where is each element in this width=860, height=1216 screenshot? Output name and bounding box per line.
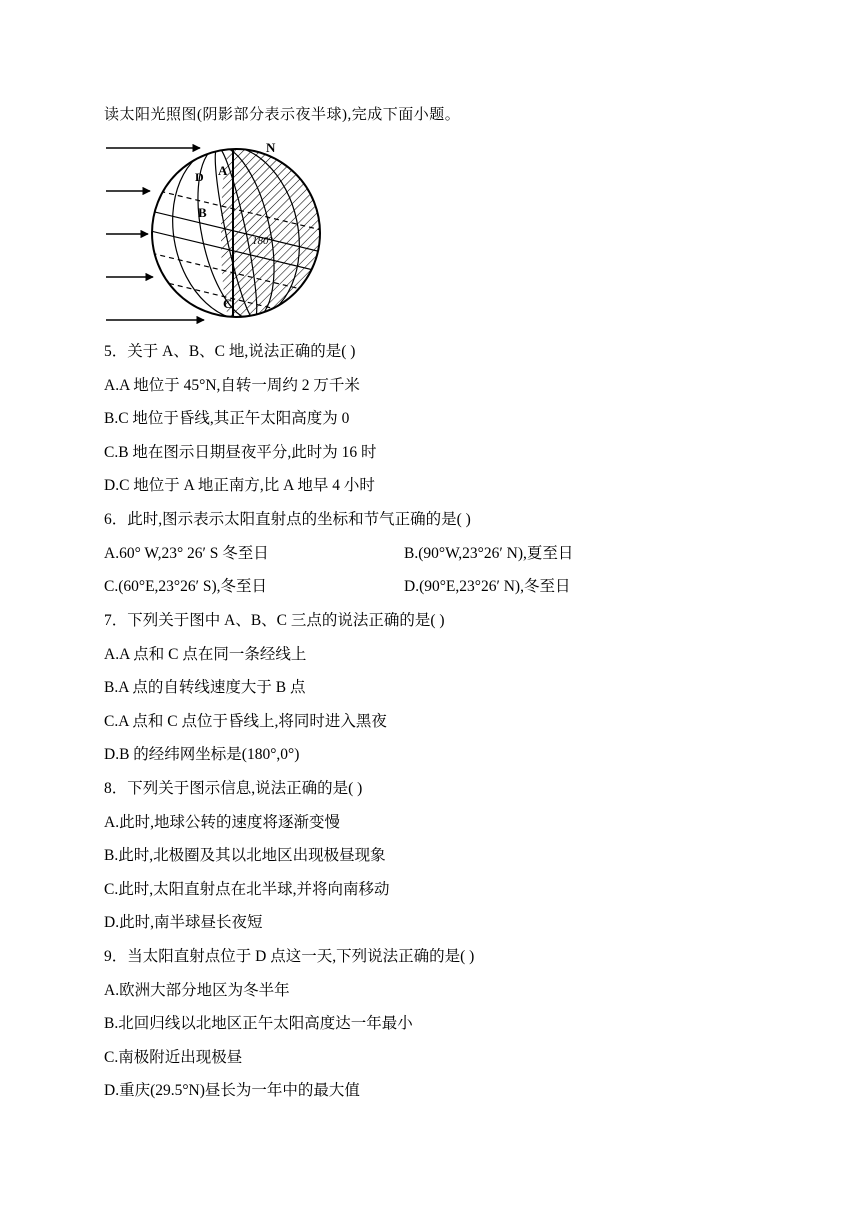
question-8-stem: 8．下列关于图示信息,说法正确的是( ) <box>104 780 363 797</box>
label-b: B <box>198 205 207 220</box>
question-8-option-d: D.此时,南半球昼长夜短 <box>104 914 263 931</box>
question-9-option-d: D.重庆(29.5°N)昼长为一年中的最大值 <box>104 1082 360 1099</box>
question-7-option-a: A.A 点和 C 点在同一条经线上 <box>104 646 307 663</box>
sunlight-globe-diagram <box>104 137 329 329</box>
intro-text: 读太阳光照图(阴影部分表示夜半球),完成下面小题。 <box>104 107 461 123</box>
question-8-option-b: B.此时,北极圈及其以北地区出现极昼现象 <box>104 847 386 864</box>
label-180-meridian: 180° <box>252 235 273 247</box>
question-6-option-c: C.(60°E,23°26′ S),冬至日 <box>104 578 268 595</box>
label-c: C <box>223 296 233 311</box>
question-6-option-d: D.(90°E,23°26′ N),冬至日 <box>404 578 571 595</box>
question-5-option-c: C.B 地在图示日期昼夜平分,此时为 16 时 <box>104 444 377 461</box>
question-7-option-c: C.A 点和 C 点位于昏线上,将同时进入黑夜 <box>104 713 387 730</box>
question-7-stem: 7．下列关于图中 A、B、C 三点的说法正确的是( ) <box>104 612 445 629</box>
night-hemisphere <box>221 141 329 325</box>
sunlight-arrows <box>106 148 204 320</box>
question-5-option-d: D.C 地位于 A 地正南方,比 A 地早 4 小时 <box>104 477 375 494</box>
label-d: D <box>195 170 204 184</box>
question-9-option-c: C.南极附近出现极昼 <box>104 1049 243 1066</box>
question-6-stem: 6．此时,图示表示太阳直射点的坐标和节气正确的是( ) <box>104 511 471 528</box>
question-5-option-b: B.C 地位于昏线,其正午太阳高度为 0 <box>104 410 350 427</box>
question-6-option-a: A.60° W,23° 26′ S 冬至日 <box>104 545 269 562</box>
question-5-stem: 5．关于 A、B、C 地,说法正确的是( ) <box>104 343 356 360</box>
label-n: N <box>266 140 276 155</box>
question-7-option-b: B.A 点的自转线速度大于 B 点 <box>104 679 306 696</box>
question-9-stem: 9．当太阳直射点位于 D 点这一天,下列说法正确的是( ) <box>104 948 475 965</box>
question-9-option-b: B.北回归线以北地区正午太阳高度达一年最小 <box>104 1015 413 1032</box>
question-8-option-a: A.此时,地球公转的速度将逐渐变慢 <box>104 814 340 831</box>
question-9-option-a: A.欧洲大部分地区为冬半年 <box>104 982 290 999</box>
question-7-option-d: D.B 的经纬网坐标是(180°,0°) <box>104 746 300 763</box>
question-5-option-a: A.A 地位于 45°N,自转一周约 2 万千米 <box>104 377 360 394</box>
question-8-option-c: C.此时,太阳直射点在北半球,并将向南移动 <box>104 881 390 898</box>
label-a: A <box>218 163 228 178</box>
question-6-option-b: B.(90°W,23°26′ N),夏至日 <box>404 545 574 562</box>
